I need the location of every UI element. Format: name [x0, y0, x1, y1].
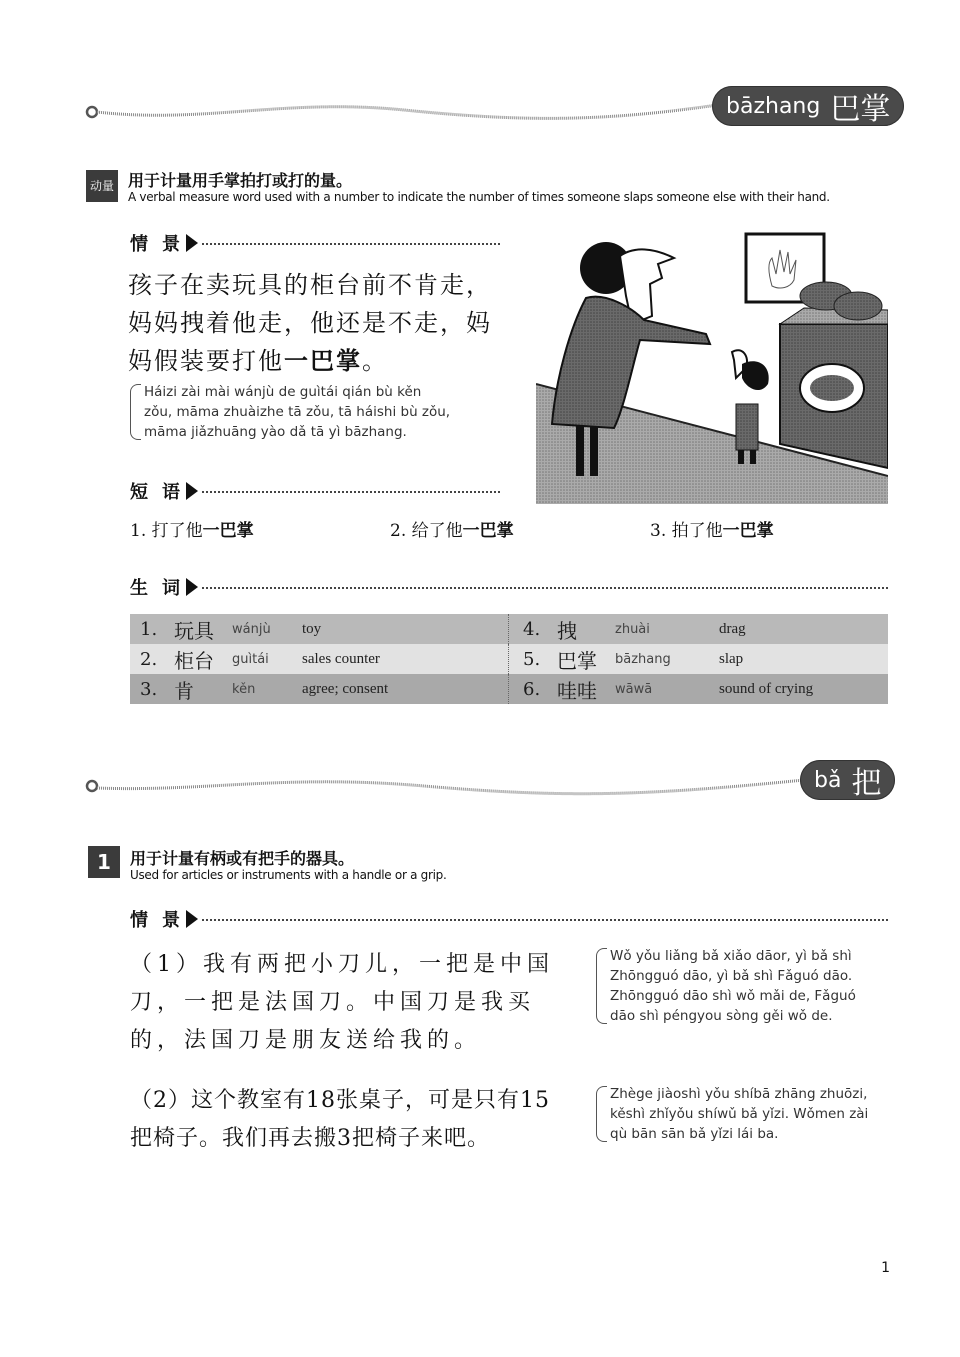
section-scene — [130, 906, 888, 932]
dotted-divider — [202, 243, 500, 245]
example-label: （1） — [130, 952, 203, 977]
vocab-hanzi: 柜台 — [174, 648, 214, 673]
vocab-hanzi: 肯 — [174, 678, 194, 703]
vocab-hanzi: 玩具 — [174, 618, 214, 643]
vocab-english: agree; consent — [302, 680, 389, 697]
entry-pinyin: bāzhang — [726, 93, 821, 119]
dotted-divider — [202, 587, 888, 589]
dotted-divider — [202, 919, 888, 921]
definition-number-badge: 1 — [88, 846, 120, 878]
page-number: 1 — [881, 1260, 890, 1276]
vocab-pinyin: kěn — [232, 681, 256, 697]
definition-en: Used for articles or instruments with a handle or a grip. — [130, 868, 447, 882]
vocab-english: slap — [719, 650, 744, 667]
triangle-icon — [186, 578, 198, 596]
vocab-pinyin: guìtái — [232, 651, 269, 667]
example-1-text: （1）我有两把小刀儿，一把是中国 刀，一把是法国刀。中国刀是我买 的，法国刀是朋友送给我的。 — [130, 952, 555, 1053]
entry-hanzi: 把 — [851, 766, 882, 801]
vocab-english: sound of crying — [719, 680, 814, 697]
entry-pinyin: bǎ — [814, 767, 842, 793]
vocab-pinyin: wāwā — [615, 681, 653, 697]
example-label: （2） — [130, 1088, 191, 1113]
entry-hanzi: 巴掌 — [830, 92, 891, 127]
vocab-pinyin: wánjù — [232, 621, 271, 637]
example-1-pinyin: Wǒ yǒu liǎng bǎ xiǎo dāor, yì bǎ shì Zhōngguó dāo, yì bǎ shì Fǎguó dāo. Zhōngguó dāo shì wǒ mǎi de, Fǎguó dāo shì péngyou sòng gěi wǒ de. — [596, 946, 910, 1026]
vocab-hanzi: 哇哇 — [557, 678, 597, 703]
section-scene — [130, 230, 500, 256]
vocab-pinyin: zhuài — [615, 621, 650, 637]
entry-title-pill — [712, 86, 904, 126]
brace-icon — [596, 1086, 607, 1142]
triangle-icon — [186, 910, 198, 928]
table-row: 2. 柜台 guìtái sales counter 5. 巴掌 bāzhang slap — [130, 644, 888, 674]
example-2-pinyin: Zhège jiàoshì yǒu shíbā zhāng zhuōzi, kěshì zhǐyǒu shíwǔ bǎ yǐzi. Wǒmen zài qù bān sān bǎ yǐzi lái ba. — [596, 1084, 910, 1144]
definition-badge: 动量 — [86, 170, 118, 202]
triangle-icon — [186, 234, 198, 252]
section-vocab — [130, 574, 888, 600]
table-row: 1. 玩具 wánjù toy 4. 拽 zhuài drag — [130, 614, 888, 644]
vocab-english: drag — [719, 620, 746, 637]
header-rope-line — [84, 96, 724, 126]
vocab-english: toy — [302, 620, 322, 637]
highlight-measure-word: 一巴掌 — [284, 346, 362, 375]
header-rope-line — [84, 770, 804, 800]
phrase-item: 1. 打了他一巴掌 — [130, 521, 254, 541]
vocab-english: sales counter — [302, 650, 380, 667]
phrase-item: 2. 给了他一巴掌 — [390, 521, 514, 541]
section-label: 生词 — [130, 578, 194, 599]
entry-title-pill — [800, 760, 895, 800]
section-label: 情景 — [130, 234, 194, 255]
vocab-hanzi: 巴掌 — [557, 648, 597, 673]
phrase-list — [0, 516, 960, 540]
section-label: 短语 — [130, 482, 194, 503]
dotted-divider — [202, 491, 500, 493]
section-label: 情景 — [130, 910, 194, 931]
phrase-item: 3. 拍了他一巴掌 — [650, 521, 774, 541]
triangle-icon — [186, 482, 198, 500]
definition-zh: 用于计量有柄或有把手的器具。 — [130, 849, 355, 868]
brace-icon — [596, 948, 607, 1024]
definition-en: A verbal measure word used with a number to indicate the number of times someone slaps someone else with their hand. — [128, 190, 830, 204]
vocab-pinyin: bāzhang — [615, 651, 671, 667]
vocab-hanzi: 拽 — [557, 618, 577, 643]
scene-pinyin: Háizi zài mài wánjù de guìtái qián bù kěn zǒu, māma zhuàizhe tā zǒu, tā háishi bù zǒu, māma jiǎzhuāng yào dǎ tā yì bāzhang. — [130, 382, 504, 442]
brace-icon — [130, 384, 141, 440]
table-row: 3. 肯 kěn agree; consent 6. 哇哇 wāwā sound of crying — [130, 674, 888, 704]
vocab-table — [130, 614, 888, 704]
scene-text: 孩子在卖玩具的柜台前不肯走， 妈妈拽着他走，他还是不走，妈 妈假装要打他一巴掌。 — [128, 271, 492, 375]
definition-zh: 用于计量用手掌拍打或打的量。 — [128, 171, 353, 190]
section-phrases — [130, 478, 500, 504]
scene-illustration — [536, 228, 888, 504]
example-2-text: （2）这个教室有18张桌子，可是只有15 把椅子。我们再去搬3把椅子来吧。 — [130, 1088, 550, 1151]
